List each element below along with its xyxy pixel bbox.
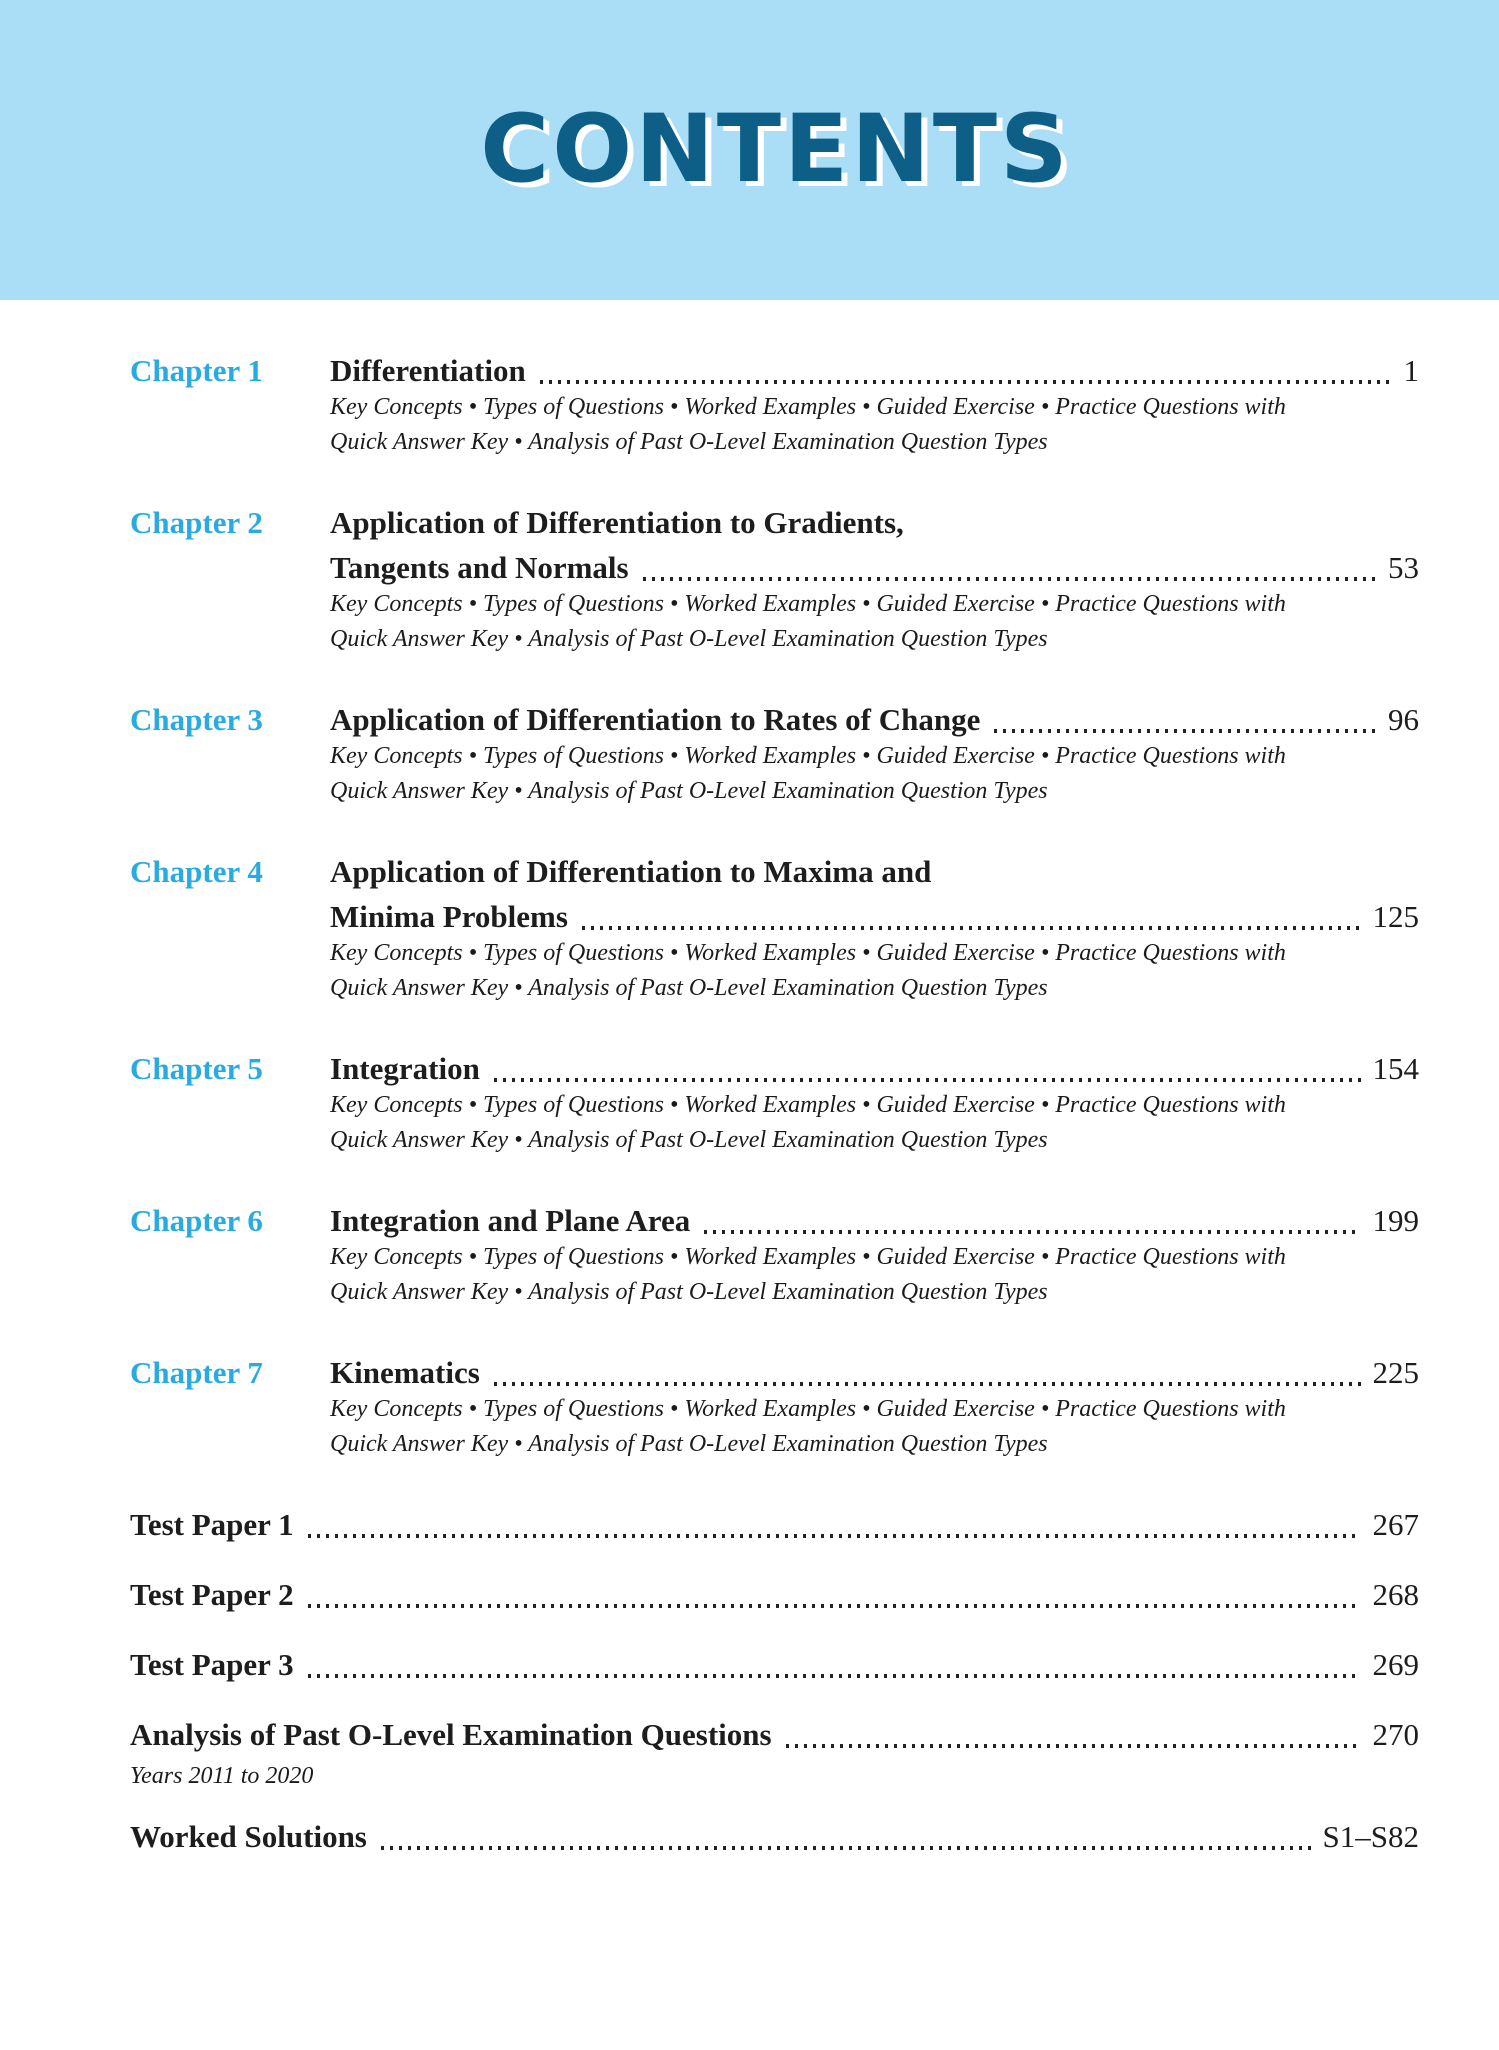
chapter-title-row [330, 1046, 1419, 1091]
page-number: 225 [1372, 1355, 1419, 1390]
chapter-label: Chapter 7 [130, 1355, 263, 1390]
chapter-label: Chapter 1 [130, 353, 263, 388]
chapter-title: Application of Differentiation to Rates of Change [330, 702, 981, 737]
page-number: 1 [1403, 353, 1419, 388]
back-title: Test Paper 3 [130, 1647, 294, 1682]
chapter-description [330, 1240, 1419, 1310]
chapter-body [330, 1198, 1419, 1310]
back-title-row [130, 1712, 1419, 1757]
chapter-title: Integration and Plane Area [330, 1203, 691, 1238]
dot-leader [308, 1604, 1361, 1608]
chapter-title: Differentiation [330, 353, 526, 388]
dot-leader [786, 1744, 1361, 1748]
chapter-description-line2: Quick Answer Key • Analysis of Past O-Level Examination Question Types [330, 429, 1048, 455]
chapter-description-line2: Quick Answer Key • Analysis of Past O-Level Examination Question Types [330, 975, 1048, 1001]
dot-leader [308, 1674, 1361, 1678]
toc-entry-chapter-1 [130, 348, 1419, 460]
toc-entry-worked-solutions [130, 1814, 1419, 1859]
chapter-label: Chapter 6 [130, 1203, 263, 1238]
dot-leader [494, 1078, 1361, 1082]
chapter-description [330, 390, 1419, 460]
chapter-description-line2: Quick Answer Key • Analysis of Past O-Level Examination Question Types [330, 778, 1048, 804]
chapter-description-line1: Key Concepts • Types of Questions • Worked Examples • Guided Exercise • Practice Questions with [330, 940, 1286, 966]
table-of-contents [0, 300, 1499, 1859]
page-number: 270 [1372, 1717, 1419, 1752]
chapter-body [330, 849, 1419, 1006]
toc-entry-chapter-2 [130, 500, 1419, 657]
chapter-label: Chapter 2 [130, 505, 263, 540]
toc-entry-chapter-4 [130, 849, 1419, 1006]
page-number: 267 [1372, 1507, 1419, 1542]
chapter-description-line2: Quick Answer Key • Analysis of Past O-Level Examination Question Types [330, 1431, 1048, 1457]
toc-entry-analysis-past-questions [130, 1712, 1419, 1794]
chapter-title: Kinematics [330, 1355, 480, 1390]
chapter-label: Chapter 5 [130, 1051, 263, 1086]
dot-leader [643, 577, 1376, 581]
dot-leader [540, 380, 1392, 384]
back-title: Worked Solutions [130, 1819, 367, 1854]
chapter-description-line1: Key Concepts • Types of Questions • Worked Examples • Guided Exercise • Practice Questions with [330, 394, 1286, 420]
page-number: 125 [1372, 899, 1419, 934]
chapter-description [330, 1088, 1419, 1158]
chapter-title: Integration [330, 1051, 480, 1086]
dot-leader [994, 729, 1376, 733]
chapter-description-line2: Quick Answer Key • Analysis of Past O-Level Examination Question Types [330, 1279, 1048, 1305]
chapter-body [330, 500, 1419, 657]
chapter-title-row [330, 545, 1419, 590]
toc-entry-chapter-5 [130, 1046, 1419, 1158]
dot-leader [582, 926, 1361, 930]
toc-entry-chapter-7 [130, 1350, 1419, 1462]
chapter-body [330, 697, 1419, 809]
chapter-body [330, 348, 1419, 460]
toc-entry-test-paper-3 [130, 1642, 1419, 1687]
toc-entry-test-paper-1 [130, 1502, 1419, 1547]
back-title-row [130, 1814, 1419, 1859]
dot-leader [381, 1846, 1311, 1850]
chapter-description-line1: Key Concepts • Types of Questions • Worked Examples • Guided Exercise • Practice Questions with [330, 1244, 1286, 1270]
page-number: 96 [1388, 702, 1419, 737]
back-title: Test Paper 1 [130, 1507, 294, 1542]
chapter-description [330, 936, 1419, 1006]
chapter-title-row [330, 697, 1419, 742]
dot-leader [308, 1534, 1361, 1538]
back-title-row [130, 1502, 1419, 1547]
back-title-row [130, 1572, 1419, 1617]
dot-leader [704, 1230, 1360, 1234]
page-title: CONTENTS [480, 95, 1071, 204]
toc-entry-chapter-3 [130, 697, 1419, 809]
back-title: Analysis of Past O-Level Examination Questions [130, 1717, 772, 1752]
chapter-title: Tangents and Normals [330, 550, 629, 585]
chapter-title-row [330, 894, 1419, 939]
chapter-description-line1: Key Concepts • Types of Questions • Worked Examples • Guided Exercise • Practice Questions with [330, 743, 1286, 769]
chapter-title-row [330, 348, 1419, 393]
page-number: S1–S82 [1322, 1819, 1419, 1854]
toc-entry-test-paper-2 [130, 1572, 1419, 1617]
chapter-title: Minima Problems [330, 899, 568, 934]
contents-banner [0, 0, 1499, 300]
chapter-title-row [330, 1350, 1419, 1395]
page-number: 53 [1388, 550, 1419, 585]
back-note-years: Years 2011 to 2020 [130, 1763, 314, 1789]
chapter-description-line1: Key Concepts • Types of Questions • Worked Examples • Guided Exercise • Practice Questions with [330, 591, 1286, 617]
chapter-description [330, 1392, 1419, 1462]
chapter-label: Chapter 4 [130, 854, 263, 889]
page-number: 199 [1372, 1203, 1419, 1238]
chapter-description-line2: Quick Answer Key • Analysis of Past O-Level Examination Question Types [330, 626, 1048, 652]
toc-entry-chapter-6 [130, 1198, 1419, 1310]
chapter-description [330, 587, 1419, 657]
chapter-description-line1: Key Concepts • Types of Questions • Worked Examples • Guided Exercise • Practice Questions with [330, 1396, 1286, 1422]
chapter-body [330, 1350, 1419, 1462]
page-number: 268 [1372, 1577, 1419, 1612]
chapter-description [330, 739, 1419, 809]
chapter-label: Chapter 3 [130, 702, 263, 737]
back-title-row [130, 1642, 1419, 1687]
page-number: 269 [1372, 1647, 1419, 1682]
chapter-description-line2: Quick Answer Key • Analysis of Past O-Level Examination Question Types [330, 1127, 1048, 1153]
chapter-title-line1: Application of Differentiation to Maxima and [330, 854, 932, 889]
back-title: Test Paper 2 [130, 1577, 294, 1612]
chapter-title-row [330, 1198, 1419, 1243]
page-number: 154 [1372, 1051, 1419, 1086]
chapter-description-line1: Key Concepts • Types of Questions • Worked Examples • Guided Exercise • Practice Questions with [330, 1092, 1286, 1118]
dot-leader [494, 1382, 1361, 1386]
chapter-body [330, 1046, 1419, 1158]
chapter-title-line1: Application of Differentiation to Gradients, [330, 505, 904, 540]
